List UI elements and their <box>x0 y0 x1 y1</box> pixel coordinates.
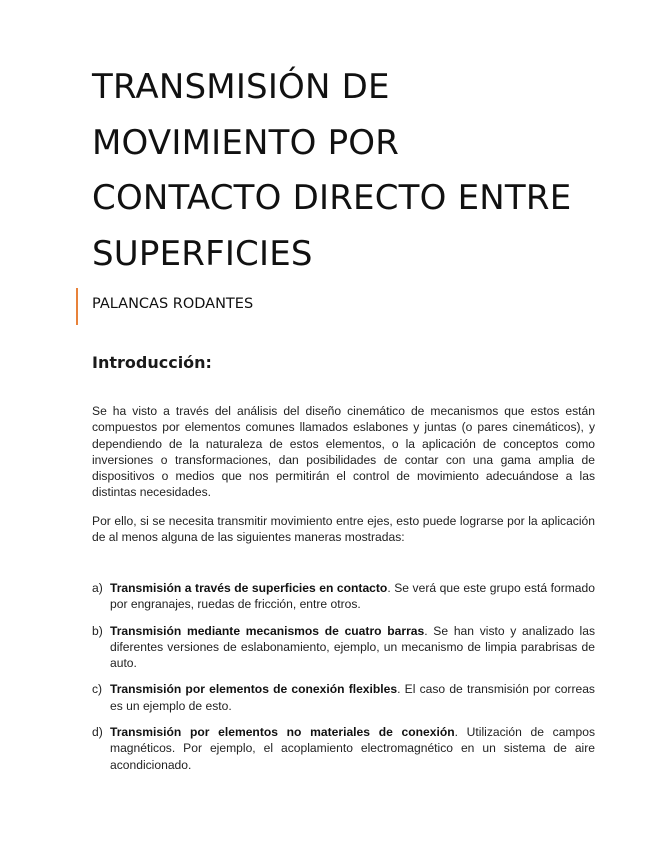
intro-paragraph: Por ello, si se necesita transmitir movimiento entre ejes, esto puede lograrse por la aplicación de al menos alguna de las siguientes maneras mostradas: <box>92 514 595 545</box>
list-marker: a) <box>92 581 103 595</box>
list-item <box>92 724 595 773</box>
list-marker: d) <box>92 725 103 740</box>
transmission-list <box>92 580 595 783</box>
section-heading: Introducción: <box>92 353 212 372</box>
list-item <box>92 580 595 613</box>
list-item-text: . El caso de transmisión por correas es un ejemplo de esto. <box>110 682 595 713</box>
list-item-bold: Transmisión por elementos de conexión flexibles <box>110 682 398 697</box>
list-marker: b) <box>92 623 103 638</box>
title-line: TRANSMISIÓN DE <box>92 67 390 107</box>
list-item <box>92 681 595 714</box>
title-line: SUPERFICIES <box>92 233 313 274</box>
list-item-text: . Se han visto y analizado las diferentes versiones de eslabonamiento, ejemplo, un mecanismo de limpia parabrisas de auto. <box>110 623 595 671</box>
title-line: CONTACTO DIRECTO ENTRE <box>92 178 572 218</box>
list-item-bold: Transmisión a través de superficies en contacto <box>110 581 388 595</box>
intro-paragraph: Se ha visto a través del análisis del diseño cinemático de mecanismos que estos están compuestos por elementos comunes llamados eslabones y juntas (o pares cinemáticos), y dependiendo de la naturaleza de estos elementos, o la aplicación de conceptos como inversiones o transformaciones, dan posibilidades de contar con una gama amplia de dispositivos o medios que nos permitirán el control de movimiento adecuándose a las distintas necesidades. <box>92 404 595 500</box>
subtitle-accent-bar <box>76 288 78 325</box>
list-item-bold: Transmisión por elementos no materiales de conexión <box>110 725 455 740</box>
list-item-bold: Transmisión mediante mecanismos de cuatro barras <box>110 623 425 638</box>
document-title <box>92 60 612 282</box>
list-item <box>92 623 595 672</box>
document-subtitle: PALANCAS RODANTES <box>92 296 254 312</box>
title-line: MOVIMIENTO POR <box>92 122 400 163</box>
list-marker: c) <box>92 682 103 697</box>
list-item-text: . Se verá que este grupo está formado por engranajes, ruedas de fricción, entre otros. <box>110 581 595 612</box>
list-item-text: . Utilización de campos magnéticos. Por ejemplo, el acoplamiento electromagnético en un sistema de aire acondicionado. <box>110 725 596 772</box>
